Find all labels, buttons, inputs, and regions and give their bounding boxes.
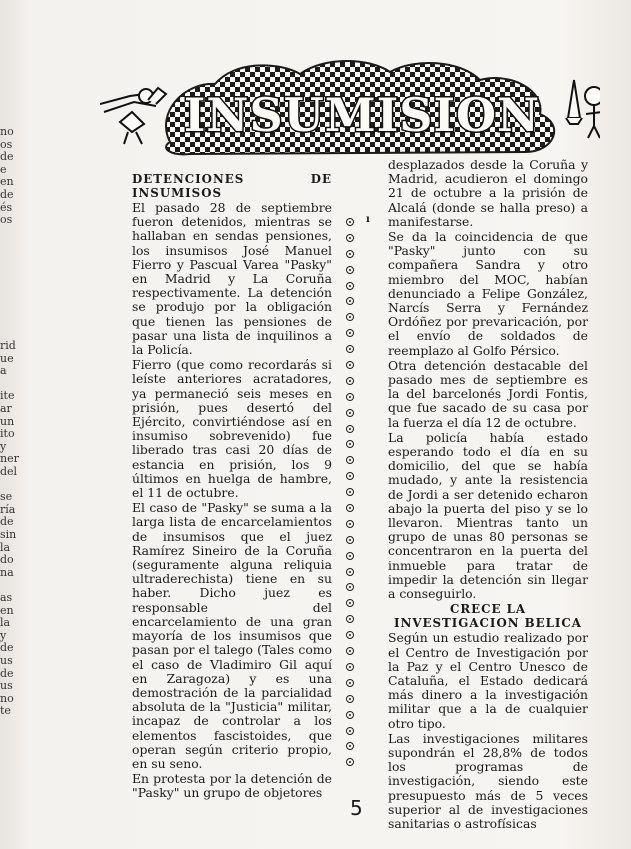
article-paragraph: desplazados desde la Coruña y Madrid, acudieron el domingo 21 de octubre a la prisión de Alcalá (donde se halla preso) a manifestarse. [388,157,588,229]
rifle-cartoon-icon [100,88,166,144]
divider-dot-icon [346,647,354,655]
article-paragraph: Se da la coincidencia de que "Pasky" junto con su compañera Sandra y otro miembro del MOC, habían denunciado a Felipe González, Narcís Serra y Fernández Ordóñez por prevaricación, por el envío de soldados de reemplazo al Golfo Pérsico. [388,229,588,358]
margin-fragment: y [0,628,7,642]
margin-fragment: de [0,150,14,164]
divider-dot-icon [346,758,354,766]
bleed-through-text [95,7,535,25]
divider-dot-icon [346,695,354,703]
divider-dot-icon [346,425,354,433]
divider-dot-icon [346,552,354,560]
margin-fragment: un [0,414,15,428]
divider-dot-icon [346,266,354,274]
divider-dot-icon [346,488,354,496]
margin-fragment: no [0,125,14,138]
divider-dot-icon [346,568,354,576]
margin-fragment [0,290,26,303]
article-paragraph: Según un estudio realizado por el Centro de Investigación por la Paz y el Centro Unesco de Cataluña, el Estado dedicará más dinero a la investigación militar que a la de cualquier otro tipo. [388,630,588,731]
divider-dot-icon [346,631,354,639]
divider-dot-icon [346,313,354,321]
margin-fragment [0,252,26,265]
margin-fragment: del [0,465,18,479]
insumision-banner [100,52,600,164]
divider-dot-icon [346,615,354,623]
article-paragraph: Las investigaciones militares supondrán el 28,8% de todos los programas de investigación, siendo este presupuesto más de 5 veces superior al de investigaciones sanitarias o astrofísicas [388,730,588,831]
divider-dot-icon [346,234,354,242]
divider-tick-mark: ı [366,214,370,225]
divider-dot-icon [346,440,354,448]
margin-fragment: la [0,540,11,554]
margin-fragment: ar [0,402,12,416]
article-paragraph: Fierro (que como recordarás si leíste anteriores acratadores, ya permaneció seis meses en prisión, pues desertó del Ejército, convirtiéndose así en insumiso sobrevenido) fue liberado tras casi 20 días de estancia en prisión, los 9 últimos en huelga de hambre, el 11 de octubre. [132,357,332,501]
margin-fragment: no [0,691,14,705]
margin-fragment: se [0,490,13,504]
divider-dot-icon [346,393,354,401]
margin-fragment: os [0,213,13,227]
article-subheading: CRECE LA INVESTIGACION BELICA [394,602,582,631]
margin-fragment: ner [0,452,19,466]
margin-fragment [0,239,26,252]
article-right-column [388,158,588,832]
margin-fragment: te [0,704,11,718]
article-paragraph: Otra detención destacable del pasado mes de septiembre es la del barcelonés Jordi Fontis, que fue sacado de su casa por la fuerza el día 12 de octubre. [388,357,588,430]
divider-dot-icon [346,329,354,337]
margin-fragment [0,302,26,315]
margin-fragment: us [0,653,13,667]
divider-dot-icon [346,663,354,671]
margin-fragment: en [0,603,14,617]
divider-dot-icon [346,536,354,544]
margin-fragment [0,277,26,290]
margin-fragment: na [0,565,14,579]
margin-fragment: do [0,553,14,567]
article-paragraph: El caso de "Pasky" se suma a la larga lista de encarcelamientos de insumisos que el juez Ramírez Sineiro de la Coruña (seguramente alguna reliquia ultraderechista) tiene en su haber. Dicho juez es responsable del encarcelamiento de una gran mayoría de los insumisos que pasan por el talego (Tales como el caso de Vladimiro Gil aquí en Zaragoza) y es una demostración de la parcialidad absoluta de la "Justicia" militar, incapaz de controlar a los elementos fascistoides, que operan según criterio propio, en su seno. [132,500,332,771]
article-paragraph: En protesta por la detención de "Pasky" un grupo de objetores [132,771,332,801]
margin-fragment [0,227,26,240]
margin-fragment: os [0,137,13,151]
article-paragraph: La policía había estado esperando todo el día en su domicilio, del que se había mudado, y ante la resistencia de Jordi a ser detenido echaron abajo la puerta del piso y se lo llevaron. Mientras tanto un grupo de unas 80 personas se concentraron en la puerta del inmueble para tratar de impedir la detención sin llegar a conseguirlo. [388,429,588,602]
margin-fragment: ite [0,389,15,403]
rocket-figure-cartoon-icon [566,80,600,138]
divider-dot-icon [346,218,354,226]
divider-dot-icon [346,345,354,353]
divider-dot-icon [346,583,354,591]
article-heading: DETENCIONES DE INSUMISOS [132,172,332,200]
divider-dot-icon [346,472,354,480]
divider-dot-icon [346,599,354,607]
divider-dot-icon [346,282,354,290]
divider-dot-icon [346,361,354,369]
margin-fragment [0,315,26,328]
left-margin-fragments [0,126,26,718]
banner-title: INSUMISION [183,88,541,142]
margin-fragment: ría [0,502,16,516]
divider-dot-icon [346,679,354,687]
margin-fragment: as [0,590,13,604]
divider-dot-icon [346,409,354,417]
margin-fragment: en [0,175,14,189]
margin-fragment: és [0,200,13,214]
margin-fragment: de [0,187,14,201]
margin-fragment: y [0,439,7,453]
divider-dot-icon [346,711,354,719]
divider-dot-icon [346,727,354,735]
divider-dot-icon [346,742,354,750]
divider-dot-icon [346,297,354,305]
margin-fragment: ito [0,427,15,441]
margin-fragment: de [0,515,14,529]
page-number: 5 [350,796,363,820]
margin-fragment: de [0,666,14,680]
divider-dot-icon [346,250,354,258]
margin-fragment: ue [0,351,14,365]
margin-fragment: sin [0,528,17,541]
divider-dot-icon [346,504,354,512]
article-left-column [132,172,332,802]
margin-fragment: us [0,679,13,693]
article-paragraph: El pasado 28 de septiembre fueron detenidos, mientras se hallaban en sendas pensiones, los insumisos José Manuel Fierro y Pascual Varea "Pasky" en Madrid y La Coruña respectivamente. La detención se produjo por la obligación que tienen las pensiones de pasar una lista de inquilinos a la Policía. [132,200,332,358]
margin-fragment: e [0,162,7,176]
divider-dot-icon [346,456,354,464]
divider-dot-icon [346,520,354,528]
margin-fragment: de [0,641,14,655]
divider-dot-icon [346,377,354,385]
margin-fragment: la [0,616,11,630]
margin-fragment: rid [0,339,16,353]
column-divider-dots [346,218,362,774]
margin-fragment: a [0,364,7,378]
margin-fragment [0,265,26,278]
